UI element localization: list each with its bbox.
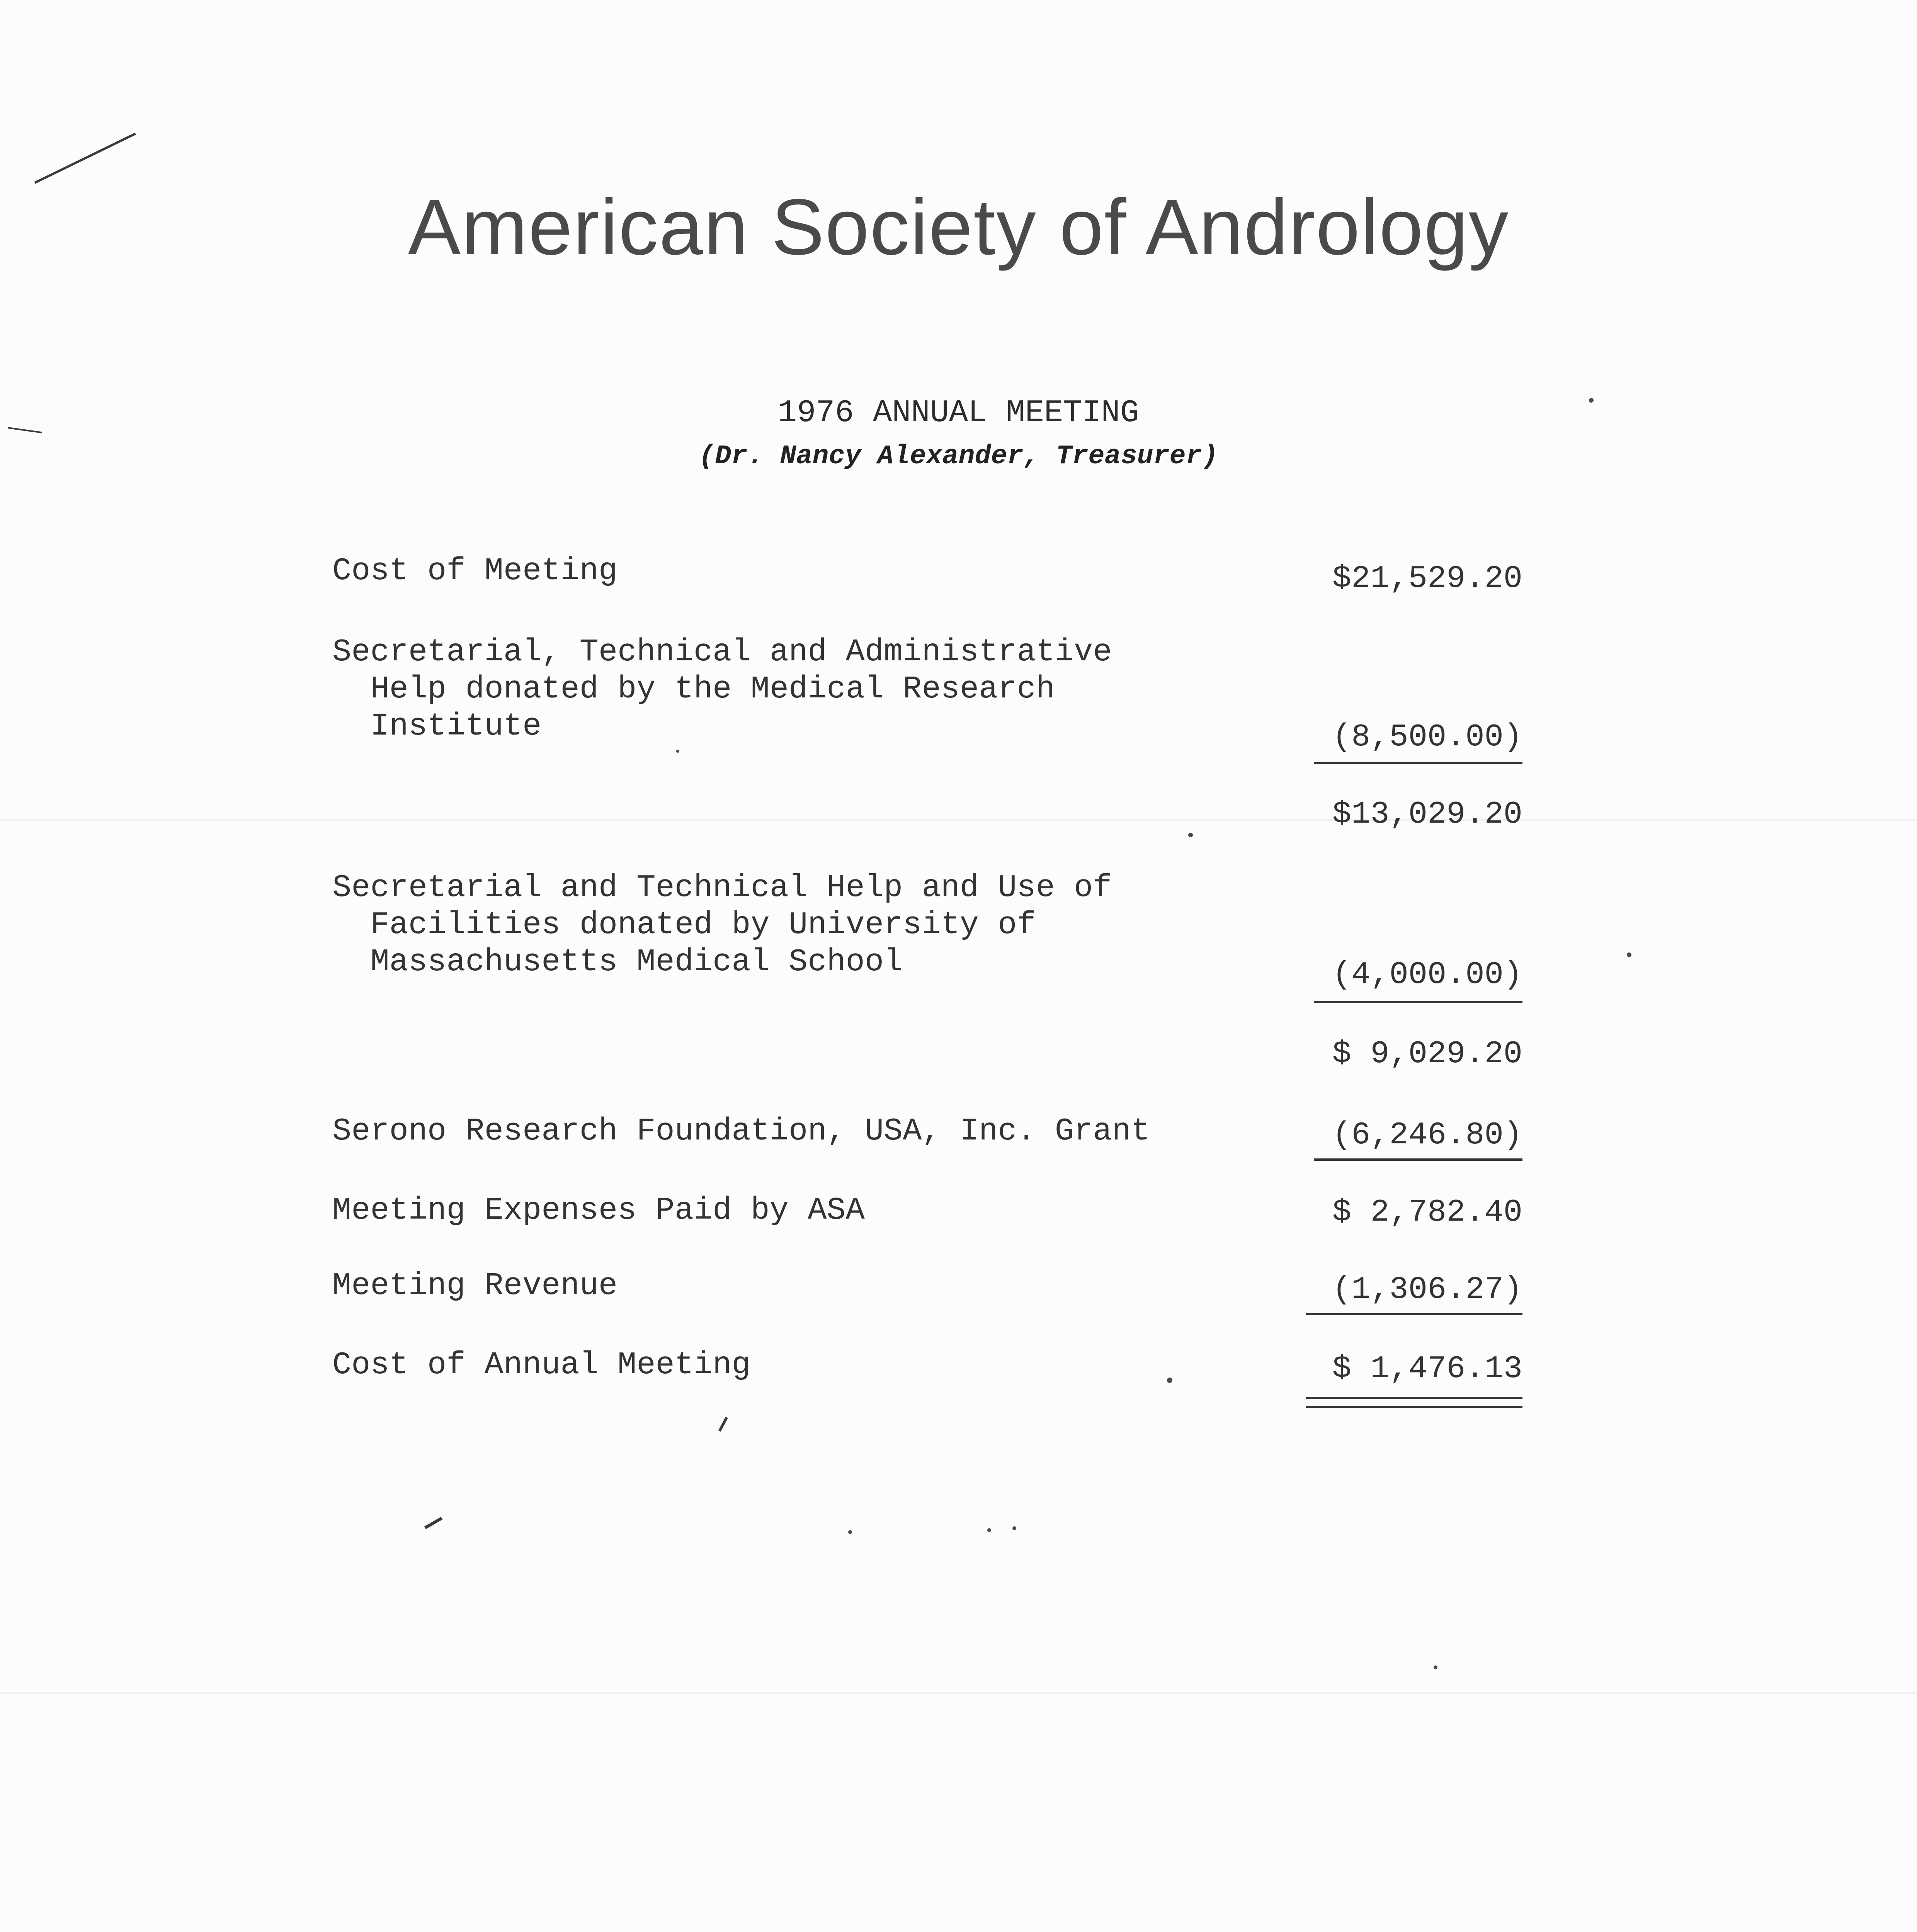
row-amount-medical-research-institute: (8,500.00) — [1332, 719, 1522, 755]
row-label-meeting-revenue: Meeting Revenue — [332, 1268, 618, 1304]
paper-speck — [1627, 952, 1631, 957]
pen-mark — [718, 1417, 728, 1432]
paper-speck — [676, 750, 679, 753]
paper-speck — [1012, 1526, 1016, 1530]
row-amount-cost-of-annual-meeting: $ 1,476.13 — [1332, 1351, 1522, 1387]
pen-mark — [424, 1517, 442, 1529]
amount-double-underline — [1306, 1406, 1522, 1408]
paper-speck — [848, 1530, 852, 1534]
row-amount-subtotal-1: $13,029.20 — [1332, 796, 1522, 832]
pen-mark — [34, 133, 136, 184]
row-amount-meeting-revenue: (1,306.27) — [1332, 1272, 1522, 1308]
row-label-umass-medical-school: Secretarial and Technical Help and Use of Facilities donated by University of Massachusetts Medical School — [332, 870, 1112, 980]
amount-underline — [1306, 1313, 1522, 1315]
paper-speck — [987, 1528, 991, 1532]
amount-underline — [1314, 1001, 1522, 1003]
row-amount-expenses-paid-by-asa: $ 2,782.40 — [1332, 1194, 1522, 1230]
paper-fold — [0, 1692, 1917, 1694]
row-label-medical-research-institute: Secretarial, Technical and Administrative Help donated by the Medical Research Institute — [332, 634, 1112, 744]
letterhead-title: American Society of Andrology — [408, 183, 1509, 271]
row-label-cost-of-annual-meeting: Cost of Annual Meeting — [332, 1347, 751, 1383]
row-label-serono-grant: Serono Research Foundation, USA, Inc. Grant — [332, 1113, 1150, 1149]
row-amount-umass-medical-school: (4,000.00) — [1332, 957, 1522, 993]
row-label-expenses-paid-by-asa: Meeting Expenses Paid by ASA — [332, 1192, 865, 1228]
row-label-cost-of-meeting: Cost of Meeting — [332, 553, 618, 589]
row-amount-serono-grant: (6,246.80) — [1332, 1117, 1522, 1153]
row-amount-cost-of-meeting: $21,529.20 — [1332, 561, 1522, 597]
paper-speck — [1167, 1378, 1172, 1383]
row-amount-subtotal-2: $ 9,029.20 — [1332, 1036, 1522, 1072]
amount-underline — [1314, 762, 1522, 764]
paper-speck — [1434, 1665, 1437, 1669]
paper-fold — [0, 819, 1917, 821]
amount-underline — [1314, 1158, 1522, 1161]
meeting-subtitle: (Dr. Nancy Alexander, Treasurer) — [699, 441, 1218, 472]
amount-double-underline — [1306, 1397, 1522, 1399]
meeting-title: 1976 ANNUAL MEETING — [778, 395, 1139, 431]
paper-speck — [1188, 833, 1193, 837]
